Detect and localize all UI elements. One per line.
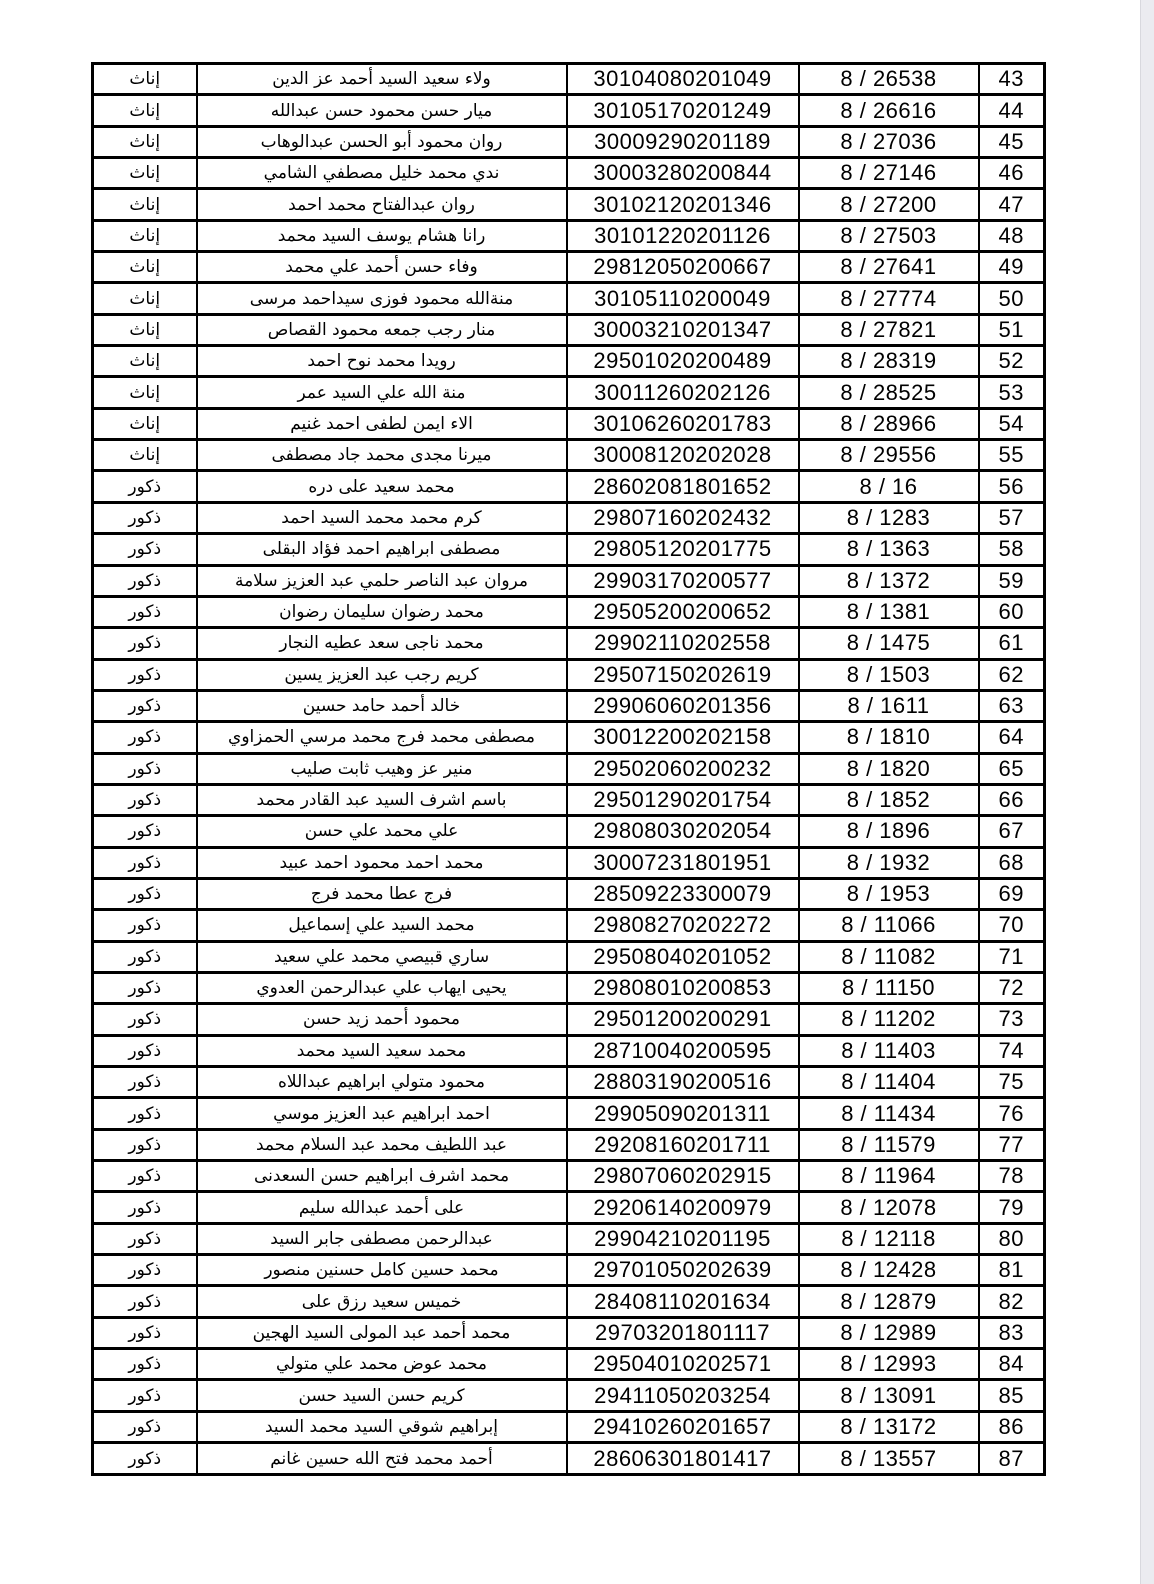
serial-number-cell: 69 (979, 878, 1045, 909)
name-cell: إبراهيم شوقي السيد محمد السيد (197, 1411, 567, 1442)
registration-number-cell: 8 / 11964 (799, 1161, 979, 1192)
national-id-cell: 30105110200049 (567, 283, 799, 314)
name-cell: ندي محمد خليل مصطفي الشامي (197, 158, 567, 189)
name-cell: مصطفى ابراهيم احمد فؤاد البقلى (197, 534, 567, 565)
national-id-cell: 28606301801417 (567, 1443, 799, 1475)
gender-cell: ذكور (93, 910, 197, 941)
student-roster-table (91, 62, 1046, 1476)
national-id-cell: 29807060202915 (567, 1161, 799, 1192)
national-id-cell: 29906060201356 (567, 690, 799, 721)
name-cell: رويدا محمد نوح احمد (197, 346, 567, 377)
gender-cell: إناث (93, 126, 197, 157)
national-id-cell: 29501020200489 (567, 346, 799, 377)
national-id-cell: 29703201801117 (567, 1317, 799, 1348)
national-id-cell: 28602081801652 (567, 471, 799, 502)
serial-number-cell: 70 (979, 910, 1045, 941)
table-row (93, 408, 1045, 439)
national-id-cell: 29904210201195 (567, 1223, 799, 1254)
serial-number-cell: 55 (979, 440, 1045, 471)
name-cell: عبدالرحمن مصطفى جابر السيد (197, 1223, 567, 1254)
serial-number-cell: 74 (979, 1035, 1045, 1066)
table-row (93, 1411, 1045, 1442)
national-id-cell: 30105170201249 (567, 95, 799, 126)
name-cell: احمد ابراهيم عبد العزيز موسي (197, 1098, 567, 1129)
name-cell: على أحمد عبدالله سليم (197, 1192, 567, 1223)
gender-cell: ذكور (93, 471, 197, 502)
table-row (93, 690, 1045, 721)
gender-cell: إناث (93, 252, 197, 283)
serial-number-cell: 54 (979, 408, 1045, 439)
registration-number-cell: 8 / 26616 (799, 95, 979, 126)
registration-number-cell: 8 / 11202 (799, 1004, 979, 1035)
national-id-cell: 29501200200291 (567, 1004, 799, 1035)
registration-number-cell: 8 / 12078 (799, 1192, 979, 1223)
name-cell: ميرنا مجدى محمد جاد مصطفى (197, 440, 567, 471)
gender-cell: ذكور (93, 659, 197, 690)
name-cell: محمود متولي ابراهيم عبداللاه (197, 1067, 567, 1098)
serial-number-cell: 66 (979, 784, 1045, 815)
national-id-cell: 28509223300079 (567, 878, 799, 909)
registration-number-cell: 8 / 11404 (799, 1067, 979, 1098)
table-row (93, 784, 1045, 815)
national-id-cell: 30008120202028 (567, 440, 799, 471)
registration-number-cell: 8 / 13172 (799, 1411, 979, 1442)
national-id-cell: 29808270202272 (567, 910, 799, 941)
table-row (93, 440, 1045, 471)
name-cell: فرج عطا محمد فرج (197, 878, 567, 909)
national-id-cell: 29411050203254 (567, 1380, 799, 1411)
gender-cell: ذكور (93, 1192, 197, 1223)
serial-number-cell: 80 (979, 1223, 1045, 1254)
gender-cell: ذكور (93, 1035, 197, 1066)
national-id-cell: 29808030202054 (567, 816, 799, 847)
serial-number-cell: 56 (979, 471, 1045, 502)
registration-number-cell: 8 / 27503 (799, 220, 979, 251)
serial-number-cell: 84 (979, 1349, 1045, 1380)
table-row (93, 1067, 1045, 1098)
national-id-cell: 30009290201189 (567, 126, 799, 157)
national-id-cell: 29504010202571 (567, 1349, 799, 1380)
national-id-cell: 28803190200516 (567, 1067, 799, 1098)
table-body (93, 64, 1045, 1475)
serial-number-cell: 47 (979, 189, 1045, 220)
national-id-cell: 29505200200652 (567, 596, 799, 627)
registration-number-cell: 8 / 12879 (799, 1286, 979, 1317)
gender-cell: ذكور (93, 1349, 197, 1380)
table-row (93, 95, 1045, 126)
gender-cell: ذكور (93, 1161, 197, 1192)
name-cell: ساري قبيصي محمد علي سعيد (197, 941, 567, 972)
gender-cell: ذكور (93, 1255, 197, 1286)
table-row (93, 1255, 1045, 1286)
gender-cell: إناث (93, 283, 197, 314)
table-row (93, 816, 1045, 847)
registration-number-cell: 8 / 12118 (799, 1223, 979, 1254)
table-row (93, 471, 1045, 502)
registration-number-cell: 8 / 11082 (799, 941, 979, 972)
table-row (93, 628, 1045, 659)
registration-number-cell: 8 / 1810 (799, 722, 979, 753)
national-id-cell: 29502060200232 (567, 753, 799, 784)
table-row (93, 346, 1045, 377)
registration-number-cell: 8 / 1932 (799, 847, 979, 878)
registration-number-cell: 8 / 1363 (799, 534, 979, 565)
registration-number-cell: 8 / 11066 (799, 910, 979, 941)
serial-number-cell: 68 (979, 847, 1045, 878)
registration-number-cell: 8 / 11403 (799, 1035, 979, 1066)
table-row (93, 878, 1045, 909)
serial-number-cell: 58 (979, 534, 1045, 565)
table-row (93, 1380, 1045, 1411)
gender-cell: ذكور (93, 1380, 197, 1411)
table-row (93, 722, 1045, 753)
name-cell: كريم رجب عبد العزيز يسين (197, 659, 567, 690)
gender-cell: ذكور (93, 878, 197, 909)
serial-number-cell: 61 (979, 628, 1045, 659)
table-row (93, 1443, 1045, 1475)
table-row (93, 220, 1045, 251)
national-id-cell: 28408110201634 (567, 1286, 799, 1317)
national-id-cell: 29905090201311 (567, 1098, 799, 1129)
table-row (93, 1161, 1045, 1192)
gender-cell: ذكور (93, 722, 197, 753)
national-id-cell: 29903170200577 (567, 565, 799, 596)
gender-cell: ذكور (93, 534, 197, 565)
national-id-cell: 29805120201775 (567, 534, 799, 565)
name-cell: مصطفى محمد فرج محمد مرسي الحمزاوي (197, 722, 567, 753)
gender-cell: ذكور (93, 1067, 197, 1098)
table-row (93, 1098, 1045, 1129)
registration-number-cell: 8 / 28319 (799, 346, 979, 377)
table-row (93, 1223, 1045, 1254)
name-cell: كرم محمد محمد السيد احمد (197, 502, 567, 533)
gender-cell: ذكور (93, 690, 197, 721)
registration-number-cell: 8 / 27641 (799, 252, 979, 283)
serial-number-cell: 51 (979, 314, 1045, 345)
gender-cell: ذكور (93, 1317, 197, 1348)
name-cell: منار رجب جمعه محمود القصاص (197, 314, 567, 345)
name-cell: منة الله علي السيد عمر (197, 377, 567, 408)
name-cell: محمد السيد علي إسماعيل (197, 910, 567, 941)
serial-number-cell: 79 (979, 1192, 1045, 1223)
table-row (93, 1004, 1045, 1035)
serial-number-cell: 76 (979, 1098, 1045, 1129)
gender-cell: إناث (93, 189, 197, 220)
table-row (93, 283, 1045, 314)
national-id-cell: 29812050200667 (567, 252, 799, 283)
national-id-cell: 29208160201711 (567, 1129, 799, 1160)
serial-number-cell: 72 (979, 972, 1045, 1003)
registration-number-cell: 8 / 27821 (799, 314, 979, 345)
serial-number-cell: 49 (979, 252, 1045, 283)
serial-number-cell: 73 (979, 1004, 1045, 1035)
table-row (93, 1192, 1045, 1223)
national-id-cell: 29902110202558 (567, 628, 799, 659)
gender-cell: إناث (93, 220, 197, 251)
serial-number-cell: 64 (979, 722, 1045, 753)
registration-number-cell: 8 / 12428 (799, 1255, 979, 1286)
registration-number-cell: 8 / 29556 (799, 440, 979, 471)
name-cell: ميار حسن محمود حسن عبدالله (197, 95, 567, 126)
table-row (93, 1286, 1045, 1317)
name-cell: محمد احمد محمود احمد عبيد (197, 847, 567, 878)
table-row (93, 972, 1045, 1003)
gender-cell: ذكور (93, 628, 197, 659)
national-id-cell: 30007231801951 (567, 847, 799, 878)
serial-number-cell: 59 (979, 565, 1045, 596)
name-cell: عبد اللطيف محمد عبد السلام محمد (197, 1129, 567, 1160)
table-row (93, 252, 1045, 283)
serial-number-cell: 85 (979, 1380, 1045, 1411)
national-id-cell: 30102120201346 (567, 189, 799, 220)
registration-number-cell: 8 / 27146 (799, 158, 979, 189)
name-cell: باسم اشرف السيد عبد القادر محمد (197, 784, 567, 815)
table-row (93, 377, 1045, 408)
name-cell: كريم حسن السيد حسن (197, 1380, 567, 1411)
serial-number-cell: 48 (979, 220, 1045, 251)
table-row (93, 565, 1045, 596)
registration-number-cell: 8 / 13091 (799, 1380, 979, 1411)
serial-number-cell: 44 (979, 95, 1045, 126)
serial-number-cell: 52 (979, 346, 1045, 377)
gender-cell: ذكور (93, 1443, 197, 1475)
gender-cell: إناث (93, 440, 197, 471)
scrollbar-track[interactable] (1140, 0, 1154, 1584)
gender-cell: إناث (93, 64, 197, 95)
gender-cell: ذكور (93, 502, 197, 533)
gender-cell: ذكور (93, 1223, 197, 1254)
registration-number-cell: 8 / 1852 (799, 784, 979, 815)
registration-number-cell: 8 / 27774 (799, 283, 979, 314)
registration-number-cell: 8 / 1381 (799, 596, 979, 627)
table-row (93, 64, 1045, 95)
serial-number-cell: 83 (979, 1317, 1045, 1348)
gender-cell: ذكور (93, 1286, 197, 1317)
name-cell: محمد رضوان سليمان رضوان (197, 596, 567, 627)
registration-number-cell: 8 / 1896 (799, 816, 979, 847)
gender-cell: ذكور (93, 1004, 197, 1035)
name-cell: أحمد محمد فتح الله حسين غانم (197, 1443, 567, 1475)
name-cell: مروان عبد الناصر حلمي عبد العزيز سلامة (197, 565, 567, 596)
name-cell: يحيى ايهاب علي عبدالرحمن العدوي (197, 972, 567, 1003)
serial-number-cell: 62 (979, 659, 1045, 690)
national-id-cell: 30003280200844 (567, 158, 799, 189)
table-row (93, 847, 1045, 878)
registration-number-cell: 8 / 27036 (799, 126, 979, 157)
table-row (93, 126, 1045, 157)
name-cell: خالد أحمد حامد حسين (197, 690, 567, 721)
serial-number-cell: 86 (979, 1411, 1045, 1442)
name-cell: محمود أحمد زيد حسن (197, 1004, 567, 1035)
national-id-cell: 29808010200853 (567, 972, 799, 1003)
gender-cell: ذكور (93, 596, 197, 627)
name-cell: ولاء سعيد السيد أحمد عز الدين (197, 64, 567, 95)
gender-cell: إناث (93, 95, 197, 126)
table-row (93, 1349, 1045, 1380)
table-row (93, 189, 1045, 220)
registration-number-cell: 8 / 1611 (799, 690, 979, 721)
serial-number-cell: 63 (979, 690, 1045, 721)
name-cell: محمد حسين كامل حسنين منصور (197, 1255, 567, 1286)
name-cell: محمد أحمد عبد المولى السيد الهجين (197, 1317, 567, 1348)
national-id-cell: 30106260201783 (567, 408, 799, 439)
registration-number-cell: 8 / 1372 (799, 565, 979, 596)
registration-number-cell: 8 / 27200 (799, 189, 979, 220)
serial-number-cell: 71 (979, 941, 1045, 972)
table-row (93, 596, 1045, 627)
gender-cell: ذكور (93, 972, 197, 1003)
serial-number-cell: 78 (979, 1161, 1045, 1192)
serial-number-cell: 81 (979, 1255, 1045, 1286)
name-cell: منةالله محمود فوزى سيداحمد مرسى (197, 283, 567, 314)
national-id-cell: 29206140200979 (567, 1192, 799, 1223)
registration-number-cell: 8 / 1283 (799, 502, 979, 533)
serial-number-cell: 46 (979, 158, 1045, 189)
national-id-cell: 29508040201052 (567, 941, 799, 972)
serial-number-cell: 43 (979, 64, 1045, 95)
national-id-cell: 29410260201657 (567, 1411, 799, 1442)
name-cell: منير عز وهيب ثابت صليب (197, 753, 567, 784)
national-id-cell: 28710040200595 (567, 1035, 799, 1066)
gender-cell: ذكور (93, 1129, 197, 1160)
national-id-cell: 30012200202158 (567, 722, 799, 753)
registration-number-cell: 8 / 1503 (799, 659, 979, 690)
name-cell: الاء ايمن لطفى احمد غنيم (197, 408, 567, 439)
serial-number-cell: 50 (979, 283, 1045, 314)
serial-number-cell: 77 (979, 1129, 1045, 1160)
registration-number-cell: 8 / 12989 (799, 1317, 979, 1348)
national-id-cell: 29701050202639 (567, 1255, 799, 1286)
name-cell: روان عبدالفتاح محمد احمد (197, 189, 567, 220)
gender-cell: إناث (93, 314, 197, 345)
registration-number-cell: 8 / 16 (799, 471, 979, 502)
table-row (93, 1317, 1045, 1348)
registration-number-cell: 8 / 1953 (799, 878, 979, 909)
serial-number-cell: 67 (979, 816, 1045, 847)
gender-cell: ذكور (93, 847, 197, 878)
gender-cell: إناث (93, 408, 197, 439)
registration-number-cell: 8 / 11579 (799, 1129, 979, 1160)
table-row (93, 1129, 1045, 1160)
serial-number-cell: 65 (979, 753, 1045, 784)
national-id-cell: 30104080201049 (567, 64, 799, 95)
serial-number-cell: 87 (979, 1443, 1045, 1475)
registration-number-cell: 8 / 28525 (799, 377, 979, 408)
serial-number-cell: 57 (979, 502, 1045, 533)
serial-number-cell: 53 (979, 377, 1045, 408)
table-row (93, 753, 1045, 784)
name-cell: وفاء حسن أحمد علي محمد (197, 252, 567, 283)
table-row (93, 941, 1045, 972)
table-row (93, 659, 1045, 690)
registration-number-cell: 8 / 1820 (799, 753, 979, 784)
national-id-cell: 29501290201754 (567, 784, 799, 815)
gender-cell: إناث (93, 377, 197, 408)
serial-number-cell: 75 (979, 1067, 1045, 1098)
registration-number-cell: 8 / 1475 (799, 628, 979, 659)
gender-cell: إناث (93, 158, 197, 189)
name-cell: محمد عوض محمد علي متولي (197, 1349, 567, 1380)
table-row (93, 314, 1045, 345)
gender-cell: ذكور (93, 565, 197, 596)
name-cell: علي محمد علي حسن (197, 816, 567, 847)
registration-number-cell: 8 / 11150 (799, 972, 979, 1003)
table-row (93, 502, 1045, 533)
name-cell: خميس سعيد رزق على (197, 1286, 567, 1317)
table-row (93, 158, 1045, 189)
serial-number-cell: 60 (979, 596, 1045, 627)
national-id-cell: 30101220201126 (567, 220, 799, 251)
name-cell: محمد سعيد السيد محمد (197, 1035, 567, 1066)
national-id-cell: 29507150202619 (567, 659, 799, 690)
gender-cell: ذكور (93, 941, 197, 972)
gender-cell: ذكور (93, 753, 197, 784)
registration-number-cell: 8 / 12993 (799, 1349, 979, 1380)
name-cell: رانا هشام يوسف السيد محمد (197, 220, 567, 251)
name-cell: محمد اشرف ابراهيم حسن السعدنى (197, 1161, 567, 1192)
gender-cell: ذكور (93, 1098, 197, 1129)
gender-cell: إناث (93, 346, 197, 377)
table-row (93, 1035, 1045, 1066)
gender-cell: ذكور (93, 784, 197, 815)
name-cell: محمد ناجى سعد عطيه النجار (197, 628, 567, 659)
registration-number-cell: 8 / 28966 (799, 408, 979, 439)
name-cell: روان محمود أبو الحسن عبدالوهاب (197, 126, 567, 157)
national-id-cell: 30011260202126 (567, 377, 799, 408)
gender-cell: ذكور (93, 816, 197, 847)
table-row (93, 534, 1045, 565)
name-cell: محمد سعيد على دره (197, 471, 567, 502)
national-id-cell: 29807160202432 (567, 502, 799, 533)
serial-number-cell: 82 (979, 1286, 1045, 1317)
registration-number-cell: 8 / 11434 (799, 1098, 979, 1129)
table-row (93, 910, 1045, 941)
registration-number-cell: 8 / 13557 (799, 1443, 979, 1475)
registration-number-cell: 8 / 26538 (799, 64, 979, 95)
serial-number-cell: 45 (979, 126, 1045, 157)
national-id-cell: 30003210201347 (567, 314, 799, 345)
gender-cell: ذكور (93, 1411, 197, 1442)
